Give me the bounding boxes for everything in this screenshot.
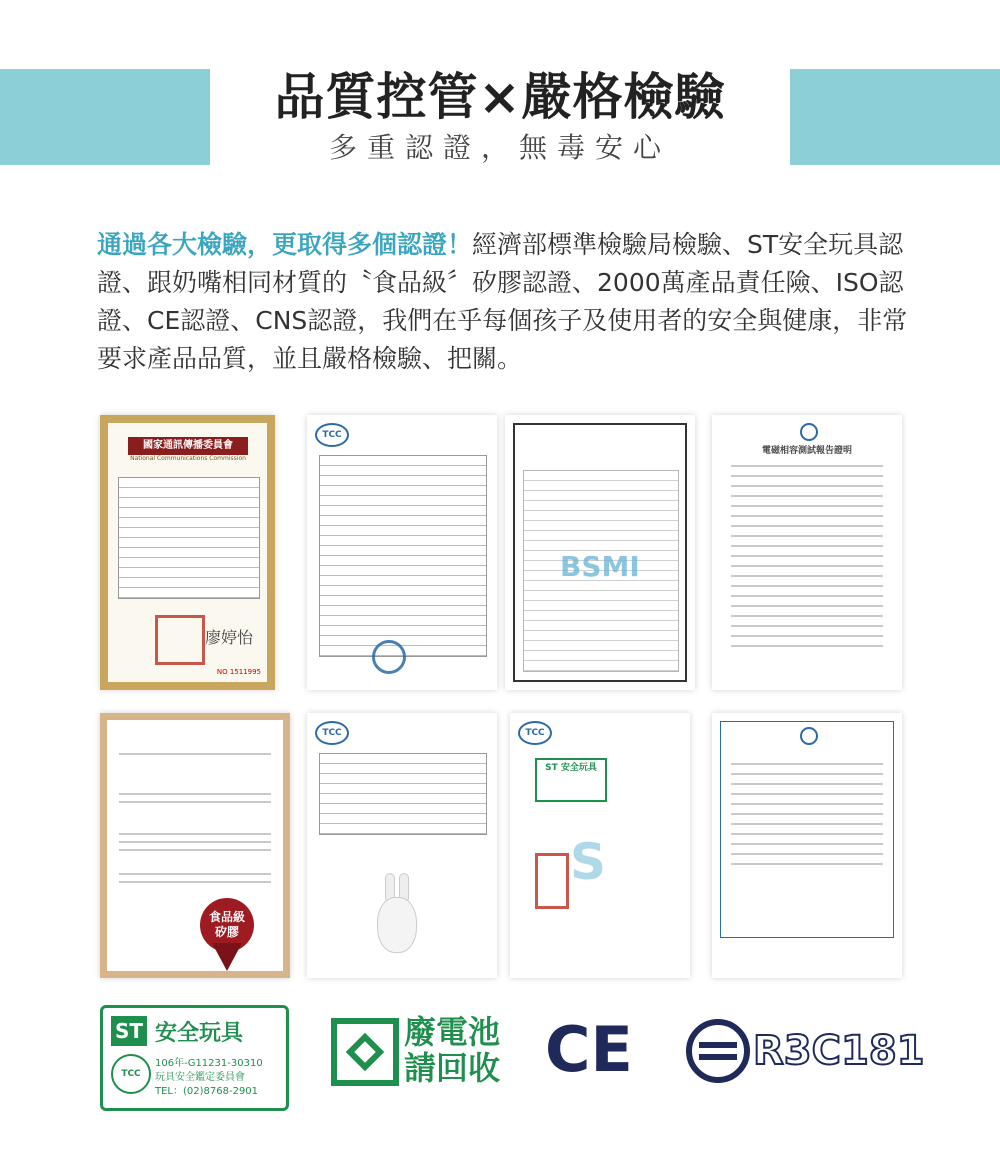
certificate-bsmi (505, 415, 695, 690)
tcc-round-seal (372, 640, 406, 674)
tcc-badge-icon: TCC (111, 1054, 151, 1094)
st-title: 安全玩具 (155, 1021, 244, 1046)
recycle-icon (330, 1017, 400, 1087)
intro-highlight: 通過各大檢驗，更取得多個認證！ (97, 230, 473, 259)
intro-body: 經濟部標準檢驗局檢驗、ST安全玩具認證、跟奶嘴相同材質的〝食品級〞矽膠認證、2000萬產品責任險、ISO認證、CE認證、CNS認證，我們在乎每個孩子及使用者的安全與健康，非常要求產品品質，並且嚴格檢驗、把關。 (97, 230, 908, 373)
ce-mark-logo: CE (545, 1013, 633, 1086)
st-mark-small: ST 安全玩具 (535, 758, 607, 802)
battery-line-1: 廢電池 (404, 1013, 501, 1051)
st-committee: 玩具安全鑑定委員會 (155, 1072, 245, 1083)
certificate-itri (712, 415, 902, 690)
header-band-left (0, 69, 210, 165)
battery-recycle-logo (330, 1012, 505, 1092)
st-tel: TEL：(02)8768-2901 (155, 1086, 259, 1097)
tcc-test-table (319, 753, 487, 835)
tcc-logo: TCC (315, 721, 349, 745)
bsmi-watermark-logo: BSMI (560, 550, 640, 583)
tcc-report-table (319, 455, 487, 657)
rcc-code: R3C181 (753, 1028, 925, 1074)
certificate-tcc-1 (307, 415, 497, 690)
header-band-right (790, 69, 1000, 165)
st-code: 106年-G11231-30310 (155, 1058, 263, 1069)
certificate-ncc (100, 415, 275, 690)
ncc-table (118, 477, 260, 599)
itri-logo-icon (800, 727, 818, 745)
ncc-red-seal (155, 615, 205, 665)
ncc-signature-name: 廖婷怡 (205, 628, 254, 647)
page-subtitle: 多重認證，無毒安心 (328, 131, 671, 164)
ncc-org-label: 國家通訊傳播委員會 (128, 437, 248, 455)
battery-line-2: 請回收 (404, 1049, 501, 1087)
tcc-logo: TCC (315, 423, 349, 447)
tcc-logo: TCC (518, 721, 552, 745)
certificate-tcc-2 (307, 713, 497, 978)
rcc-emblem-icon (685, 1018, 751, 1084)
st-mark-icon: ST (111, 1016, 147, 1046)
st-watermark: S (570, 833, 607, 891)
rcc-certification-logo (685, 1018, 925, 1084)
food-grade-badge: 食品級 矽膠 (200, 898, 254, 952)
intro-paragraph (97, 226, 912, 378)
certificate-itri-2 (712, 713, 902, 978)
bunny-product-photo (377, 873, 417, 953)
badge-ribbon (212, 943, 242, 971)
ncc-org-en: National Communications Commission (130, 455, 246, 462)
certificate-letter (100, 713, 290, 978)
itri-title: 電磁相容測試報告證明 (761, 446, 852, 456)
tcc-red-seal (535, 853, 569, 909)
certificate-tcc-3 (510, 713, 690, 978)
itri-logo-icon (800, 423, 818, 441)
ncc-serial: NO 1511995 (216, 668, 261, 676)
page-title: 品質控管×嚴格檢驗 (274, 68, 726, 126)
st-safety-toy-logo (100, 1005, 289, 1111)
